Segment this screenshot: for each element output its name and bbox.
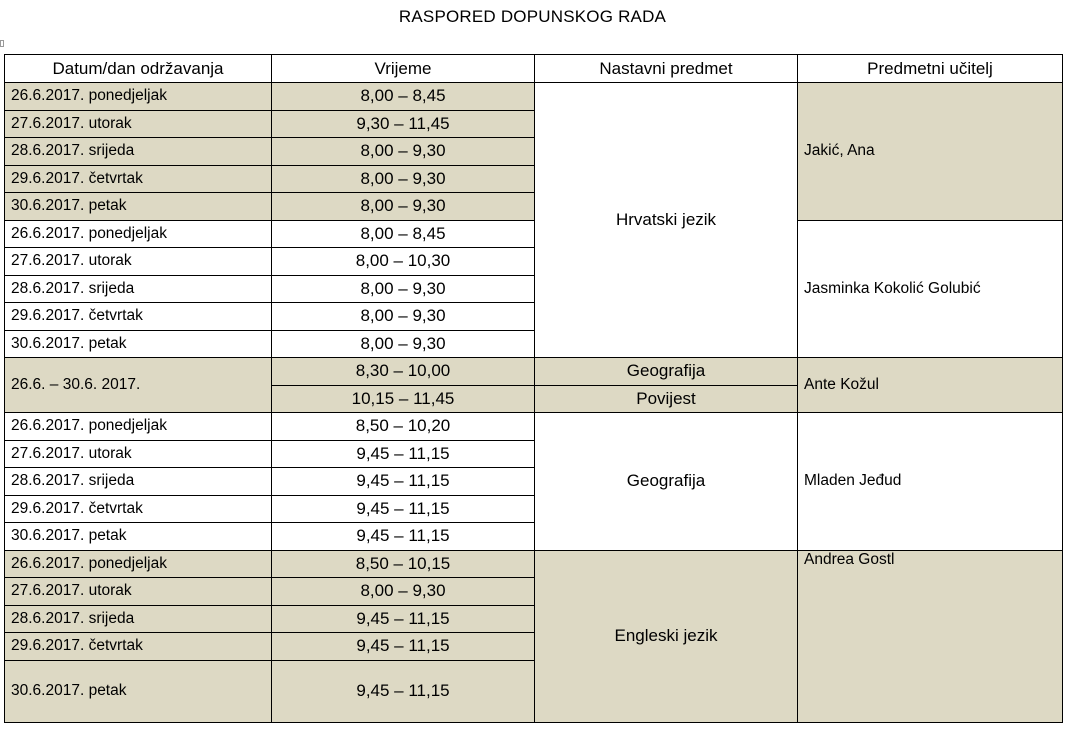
time-cell: 8,00 – 8,45 xyxy=(272,83,535,111)
teacher-cell: Mladen Jeđud xyxy=(798,413,1063,551)
table-header-row xyxy=(5,55,1063,83)
date-cell: 30.6.2017. petak xyxy=(5,193,272,221)
subject-cell: Geografija xyxy=(535,358,798,386)
date-cell: 30.6.2017. petak xyxy=(5,523,272,551)
time-cell: 9,45 – 11,15 xyxy=(272,523,535,551)
date-cell: 26.6.2017. ponedjeljak xyxy=(5,220,272,248)
time-cell: 8,00 – 9,30 xyxy=(272,275,535,303)
date-cell: 27.6.2017. utorak xyxy=(5,578,272,606)
teacher-cell: Jasminka Kokolić Golubić xyxy=(798,220,1063,358)
date-cell: 29.6.2017. četvrtak xyxy=(5,165,272,193)
teacher-cell: Ante Kožul xyxy=(798,358,1063,413)
time-cell: 9,30 – 11,45 xyxy=(272,110,535,138)
time-cell: 9,45 – 11,15 xyxy=(272,633,535,661)
teacher-cell: Jakić, Ana xyxy=(798,83,1063,221)
time-cell: 8,50 – 10,20 xyxy=(272,413,535,441)
table-row xyxy=(5,358,1063,386)
time-cell: 8,50 – 10,15 xyxy=(272,550,535,578)
date-cell: 30.6.2017. petak xyxy=(5,660,272,722)
time-cell: 9,45 – 11,15 xyxy=(272,660,535,722)
document-title: RASPORED DOPUNSKOG RADA xyxy=(398,7,667,26)
time-cell: 8,00 – 9,30 xyxy=(272,165,535,193)
teacher-cell: Andrea Gostl xyxy=(798,550,1063,722)
time-cell: 8,00 – 9,30 xyxy=(272,138,535,166)
date-cell: 29.6.2017. četvrtak xyxy=(5,303,272,331)
date-cell: 26.6.2017. ponedjeljak xyxy=(5,413,272,441)
time-cell: 8,00 – 9,30 xyxy=(272,330,535,358)
date-cell: 27.6.2017. utorak xyxy=(5,440,272,468)
header-subject: Nastavni predmet xyxy=(535,55,798,83)
table-row xyxy=(5,83,1063,111)
schedule-table xyxy=(4,54,1063,723)
time-cell: 8,00 – 10,30 xyxy=(272,248,535,276)
date-cell: 26.6.2017. ponedjeljak xyxy=(5,83,272,111)
time-cell: 9,45 – 11,15 xyxy=(272,468,535,496)
time-cell: 8,00 – 9,30 xyxy=(272,578,535,606)
time-cell: 9,45 – 11,15 xyxy=(272,605,535,633)
date-cell: 29.6.2017. četvrtak xyxy=(5,633,272,661)
header-teacher: Predmetni učitelj xyxy=(798,55,1063,83)
date-cell: 28.6.2017. srijeda xyxy=(5,468,272,496)
time-cell: 9,45 – 11,15 xyxy=(272,440,535,468)
date-cell: 26.6. – 30.6. 2017. xyxy=(5,358,272,413)
table-row xyxy=(5,550,1063,578)
subject-cell: Hrvatski jezik xyxy=(535,83,798,358)
time-cell: 8,30 – 10,00 xyxy=(272,358,535,386)
subject-cell: Engleski jezik xyxy=(535,550,798,722)
date-cell: 27.6.2017. utorak xyxy=(5,248,272,276)
date-cell: 28.6.2017. srijeda xyxy=(5,138,272,166)
time-cell: 10,15 – 11,45 xyxy=(272,385,535,413)
anchor-marker-icon xyxy=(0,40,4,47)
time-cell: 8,00 – 9,30 xyxy=(272,303,535,331)
table-row xyxy=(5,220,1063,248)
time-cell: 8,00 – 8,45 xyxy=(272,220,535,248)
subject-cell: Geografija xyxy=(535,413,798,551)
time-cell: 8,00 – 9,30 xyxy=(272,193,535,221)
date-cell: 26.6.2017. ponedjeljak xyxy=(5,550,272,578)
header-time: Vrijeme xyxy=(272,55,535,83)
date-cell: 30.6.2017. petak xyxy=(5,330,272,358)
header-date: Datum/dan održavanja xyxy=(5,55,272,83)
table-row xyxy=(5,413,1063,441)
subject-cell: Povijest xyxy=(535,385,798,413)
date-cell: 28.6.2017. srijeda xyxy=(5,605,272,633)
date-cell: 29.6.2017. četvrtak xyxy=(5,495,272,523)
date-cell: 28.6.2017. srijeda xyxy=(5,275,272,303)
date-cell: 27.6.2017. utorak xyxy=(5,110,272,138)
time-cell: 9,45 – 11,15 xyxy=(272,495,535,523)
